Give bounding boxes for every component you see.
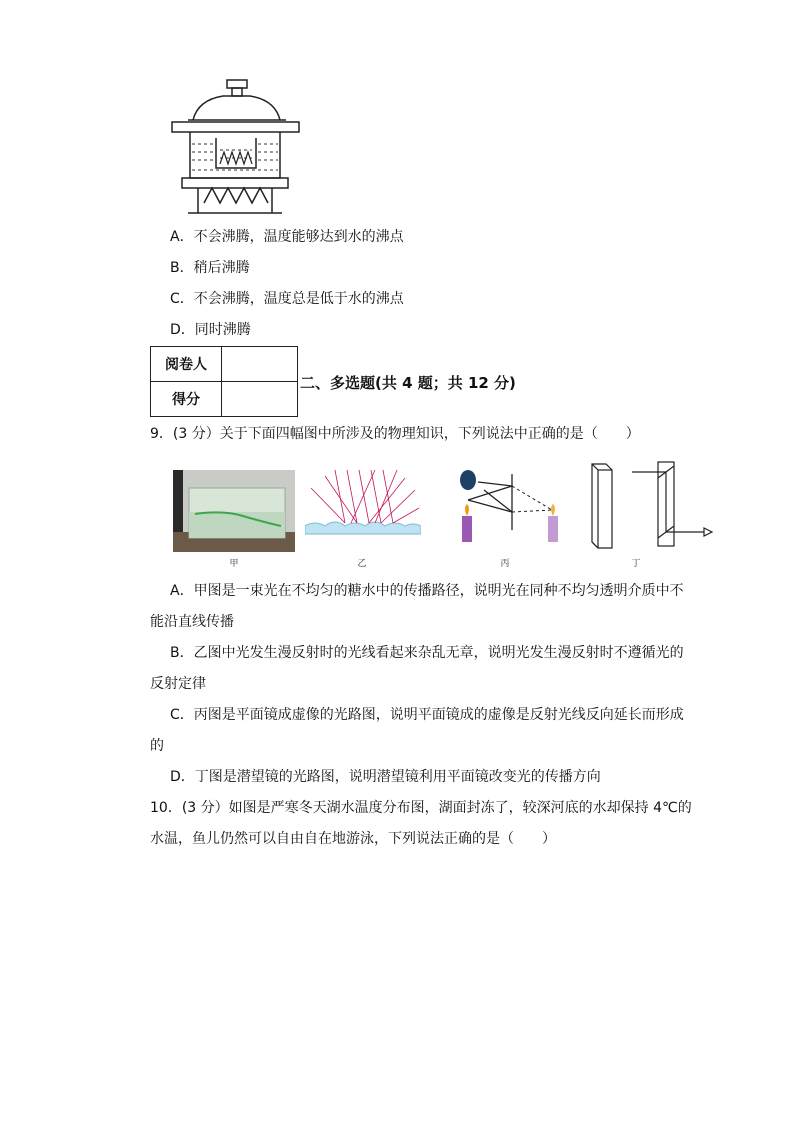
- q9-option-c-line2: 的: [150, 738, 164, 754]
- caption-ding: 丁: [631, 559, 641, 569]
- q9-option-b-line2: 反射定律: [150, 676, 206, 692]
- figure-jia-photo: [173, 470, 295, 552]
- score-label: 得分: [151, 382, 222, 417]
- q8-option-c: C．不会沸腾，温度总是低于水的沸点: [170, 291, 404, 307]
- caption-bing: 丙: [500, 559, 510, 569]
- q8-option-a: A．不会沸腾，温度能够达到水的沸点: [170, 229, 404, 245]
- caption-jia: 甲: [229, 559, 239, 569]
- q9-option-a-line1: A．甲图是一束光在不均匀的糖水中的传播路径，说明光在同种不均匀透明介质中不: [170, 583, 684, 599]
- double-boiler-figure: [168, 78, 303, 216]
- q10-stem-line2: 水温，鱼儿仍然可以自由自在地游泳，下列说法正确的是（ ）: [150, 831, 556, 847]
- q9-option-d: D．丁图是潜望镜的光路图，说明潜望镜利用平面镜改变光的传播方向: [170, 769, 601, 785]
- q10-stem-line1: 10．(3 分）如图是严寒冬天湖水温度分布图，湖面封冻了，较深河底的水却保持 4℃的: [150, 800, 692, 816]
- q9-stem: 9．(3 分）关于下面四幅图中所涉及的物理知识，下列说法中正确的是（ ）: [150, 426, 640, 442]
- q9-option-a-line2: 能沿直线传播: [150, 614, 234, 630]
- section-title: 二、多选题(共 4 题；共 12 分): [300, 374, 516, 392]
- q9-option-b-line1: B．乙图中光发生漫反射时的光线看起来杂乱无章，说明光发生漫反射时不遵循光的: [170, 645, 684, 661]
- score-cell: [222, 382, 298, 417]
- caption-yi: 乙: [357, 559, 367, 569]
- figure-ding-periscope: [588, 458, 716, 550]
- score-table: [150, 346, 298, 417]
- figure-bing-mirror-ray: [448, 460, 566, 544]
- figure-yi-diffuse-reflection: [305, 468, 421, 536]
- q8-option-b: B．稍后沸腾: [170, 260, 250, 276]
- reviewer-cell: [222, 347, 298, 382]
- q9-option-c-line1: C．丙图是平面镜成虚像的光路图，说明平面镜成的虚像是反射光线反向延长而形成: [170, 707, 684, 723]
- reviewer-label: 阅卷人: [151, 347, 222, 382]
- q8-option-d: D．同时沸腾: [170, 322, 251, 338]
